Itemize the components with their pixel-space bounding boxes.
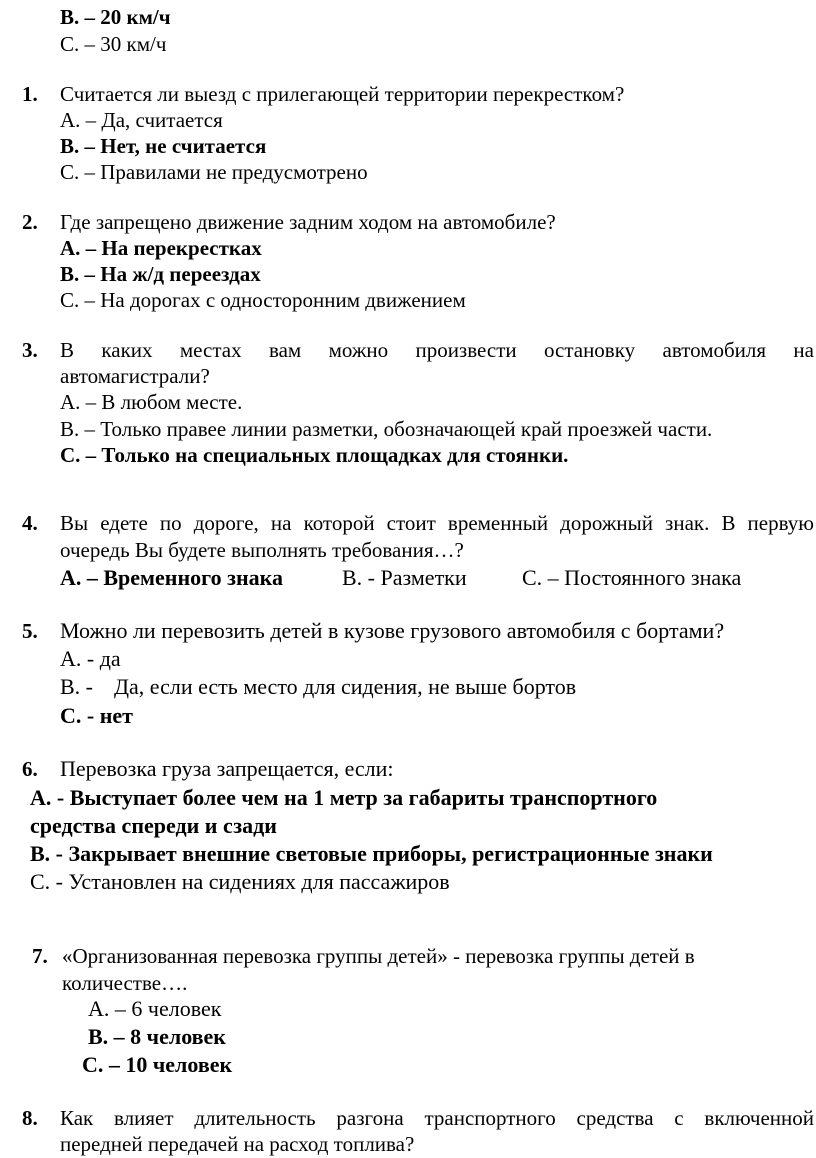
question-text-cont: передней передачей на расход топлива? <box>60 1132 415 1156</box>
option-a: А. – Временного знака <box>60 565 283 590</box>
option-a: А. - Выступает более чем на 1 метр за габариты транспортного <box>30 785 658 810</box>
option-c: С. – На дорогах с односторонним движением <box>60 288 466 312</box>
option-c: С. – 30 км/ч <box>60 32 167 56</box>
question-text: В каких местах вам можно произвести остановку автомобиля на <box>60 338 814 362</box>
option-c: С. - нет <box>60 703 133 728</box>
option-a-cont: средства спереди и сзади <box>30 813 277 838</box>
question-text: Вы едете по дороге, на которой стоит временный дорожный знак. В первую <box>60 511 814 535</box>
question-number: 5. <box>22 619 38 643</box>
question-text-cont: очередь Вы будете выполнять требования…? <box>60 538 464 562</box>
option-b: В. – Нет, не считается <box>60 134 267 158</box>
question-text-cont: количестве…. <box>62 971 188 995</box>
option-a: А. – 6 человек <box>88 996 222 1021</box>
option-b: В. – Только правее линии разметки, обозначающей край проезжей части. <box>60 417 713 441</box>
option-b: В. – На ж/д переездах <box>60 262 261 286</box>
option-a: А. – Да, считается <box>60 108 223 132</box>
option-b: В. – 8 человек <box>88 1024 226 1049</box>
question-number: 4. <box>22 511 38 535</box>
option-c: С. – Только на специальных площадках для стоянки. <box>60 443 569 467</box>
question-text-cont: автомагистрали? <box>60 364 210 388</box>
option-a: А. – На перекрестках <box>60 236 262 260</box>
option-c: С. – Постоянного знака <box>522 565 742 590</box>
question-text: Можно ли перевозить детей в кузове грузового автомобиля с бортами? <box>60 618 725 643</box>
option-b: В. - Разметки <box>342 565 467 590</box>
question-number: 2. <box>22 210 38 234</box>
question-number: 8. <box>22 1106 38 1130</box>
question-text: «Организованная перевозка группы детей» - перевозка группы детей в <box>62 944 695 968</box>
question-text: Считается ли выезд с прилегающей территории перекрестком? <box>60 82 625 106</box>
option-b: В. – 20 км/ч <box>60 5 171 29</box>
option-a: А. – В любом месте. <box>60 390 243 414</box>
option-c: С. - Установлен на сидениях для пассажиров <box>30 869 450 894</box>
question-text: Где запрещено движение задним ходом на автомобиле? <box>60 210 556 234</box>
option-b: В. - Закрывает внешние световые приборы, регистрационные знаки <box>30 841 713 866</box>
question-text: Перевозка груза запрещается, если: <box>60 756 394 781</box>
option-c: С. – 10 человек <box>82 1052 233 1077</box>
question-number: 3. <box>22 338 38 362</box>
option-c: С. – Правилами не предусмотрено <box>60 160 368 184</box>
option-b-label: В. - <box>60 674 93 699</box>
question-number: 6. <box>22 757 38 781</box>
question-number: 7. <box>32 944 48 968</box>
question-number: 1. <box>22 82 38 106</box>
question-text: Как влияет длительность разгона транспортного средства с включенной <box>60 1106 814 1130</box>
option-a: А. - да <box>60 646 121 671</box>
option-b: Да, если есть место для сидения, не выше бортов <box>114 674 577 699</box>
